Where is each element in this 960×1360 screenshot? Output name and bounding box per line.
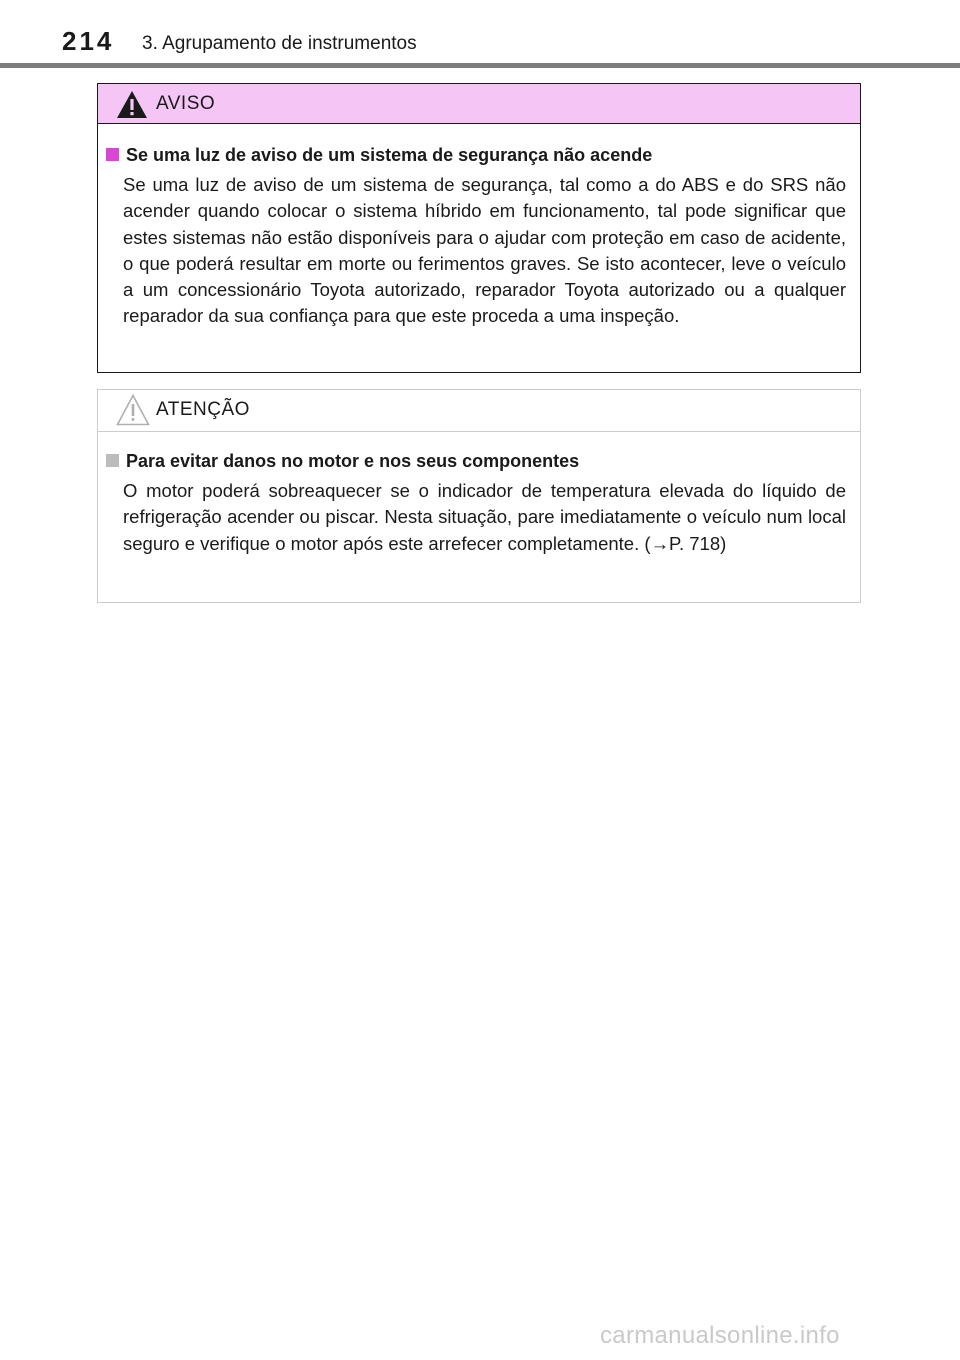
caution-item-text: O motor poderá sobreaquecer se o indicador de temperatura elevada do líquido de refrigeração acender ou piscar. Nesta situação, pare imediatamente o veículo num local seguro e verifique o motor após este arrefecer completamente. (→P. 718)	[123, 480, 846, 554]
warning-item-title	[106, 145, 652, 166]
warning-header	[98, 84, 860, 124]
warning-box	[97, 83, 861, 373]
caution-box	[97, 389, 861, 603]
caution-title-text: Para evitar danos no motor e nos seus componentes	[126, 451, 580, 471]
chapter-title: 3. Agrupamento de instrumentos	[142, 33, 417, 54]
caution-item-title	[106, 451, 579, 472]
warning-triangle-icon	[116, 90, 148, 119]
page-number: 214	[62, 26, 115, 56]
square-bullet-icon	[106, 148, 119, 161]
caution-header	[98, 390, 860, 432]
caution-label: ATENÇÃO	[156, 399, 250, 420]
header-rule	[0, 63, 960, 68]
warning-title-text: Se uma luz de aviso de um sistema de segurança não acende	[126, 145, 653, 165]
warning-label: AVISO	[156, 93, 216, 114]
page-header	[0, 0, 960, 68]
square-bullet-icon	[106, 454, 119, 467]
warning-item-text: Se uma luz de aviso de um sistema de segurança, tal como a do ABS e do SRS não acender quando colocar o sistema híbrido em funcionamento, tal pode significar que estes sistemas não estão disponíveis para o ajudar com proteção em caso de acidente, o que poderá resultar em morte ou ferimentos graves. Se isto acontecer, leve o veículo a um concessionário Toyota autorizado, reparador Toyota autorizado ou a qualquer reparador da sua confiança para que este proceda a uma inspeção.	[123, 174, 846, 327]
caution-triangle-icon	[116, 394, 150, 426]
watermark: carmanualsonline.info	[600, 1322, 840, 1349]
